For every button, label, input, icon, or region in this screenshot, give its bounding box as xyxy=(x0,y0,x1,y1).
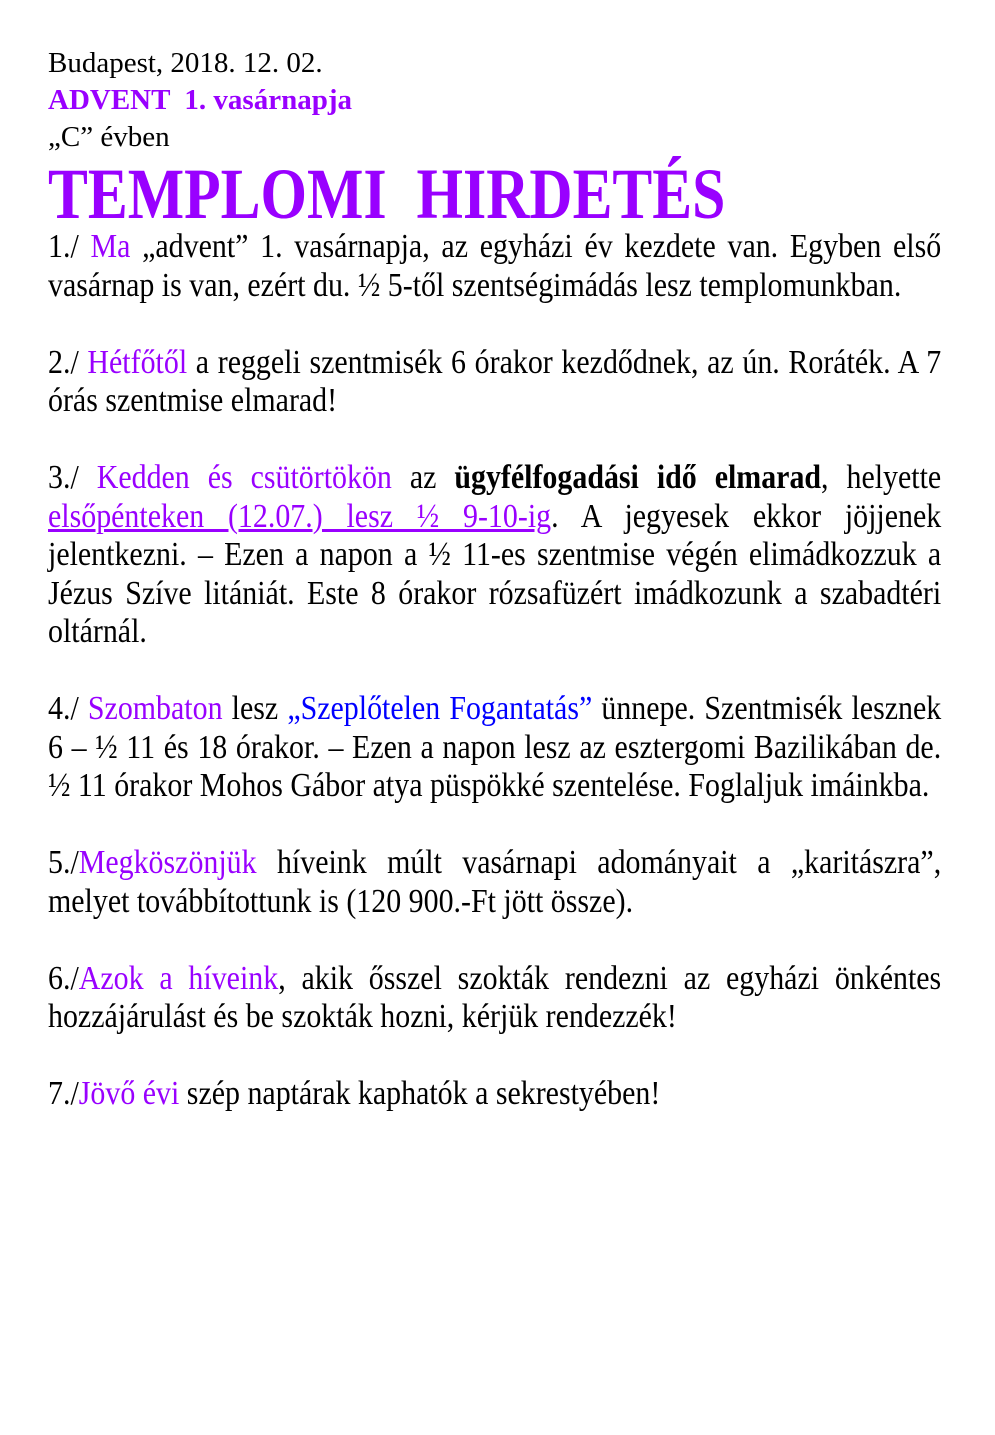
item-text: lesz xyxy=(222,690,288,727)
item-highlight: Szombaton xyxy=(87,690,223,727)
announcement-item-2 xyxy=(48,344,941,421)
item-number: 2./ xyxy=(48,343,79,381)
year-cycle-line: „C” évben xyxy=(48,121,170,153)
item-text: híveink múlt vasárnapi adományait a „karitászra”, melyet továbbítottunk is (120 900.-Ft jött össze). xyxy=(48,844,942,920)
item-feast-name: „Szeplőtelen Fogantatás” xyxy=(287,690,593,727)
item-highlight: Azok a híveink xyxy=(78,959,279,997)
header xyxy=(48,45,941,156)
item-underlined-text: elsőpénteken (12.07.) lesz ½ 9-10-ig xyxy=(48,497,552,535)
item-highlight: Megköszönjük xyxy=(78,844,257,881)
item-text: szép naptárak kaphatók a sekrestyében! xyxy=(179,1075,661,1112)
item-number: 4./ xyxy=(48,690,79,727)
item-text: ünnepe. Szentmisék lesznek 6 – ½ 11 és 18 órakor. – Ezen a napon lesz az esztergomi Bazilikában de. ½ 11 órakor Mohos Gábor atya püspökké szentelése. Foglaljuk imáinkba. xyxy=(48,690,942,804)
item-highlight: Ma xyxy=(90,228,131,265)
announcement-list xyxy=(48,228,941,1114)
item-text: „advent” 1. vasárnapja, az egyházi év kezdete van. Egyben első vasárnap is van, ezért du. ½ 5-től szentségimádás lesz templomunkban. xyxy=(48,228,942,304)
item-number: 1./ xyxy=(48,228,79,265)
item-text: , helyette xyxy=(821,459,942,496)
date-line: Budapest, 2018. 12. 02. xyxy=(48,47,323,79)
announcement-item-1 xyxy=(48,228,941,305)
item-highlight: Hétfőtől xyxy=(87,343,188,381)
announcement-item-3 xyxy=(48,459,941,652)
item-bold-text: ügyfélfogadási idő elmarad xyxy=(454,459,822,496)
announcement-item-5 xyxy=(48,844,941,921)
item-number: 6./ xyxy=(48,959,79,997)
announcement-item-6 xyxy=(48,960,941,1037)
item-number: 7./ xyxy=(48,1075,79,1112)
item-text: , akik ősszel szokták rendezni az egyházi önkéntes hozzájárulást és be szokták hozni, kérjük rendezzék! xyxy=(48,959,942,1035)
page-title: TEMPLOMI HIRDETÉS xyxy=(48,154,726,234)
item-text: a reggeli szentmisék 6 órakor kezdődnek, az ún. Roráték. A 7 órás szentmise elmarad! xyxy=(48,343,942,419)
item-number: 5./ xyxy=(48,844,79,881)
item-highlight: Jövő évi xyxy=(78,1075,180,1112)
announcement-item-7 xyxy=(48,1075,941,1114)
item-number: 3./ xyxy=(48,459,79,496)
announcement-item-4 xyxy=(48,690,941,806)
item-text: . A jegyesek ekkor jöjjenek jelentkezni. – Ezen a napon a ½ 11-es szentmise végén elimádkozzuk a Jézus Szíve litániát. Este 8 órakor rózsafüzért imádkozunk a szabadtéri oltárnál. xyxy=(48,497,942,650)
occasion-line: ADVENT 1. vasárnapja xyxy=(48,84,353,116)
item-text: az xyxy=(391,459,455,496)
announcement-page xyxy=(48,45,941,1152)
item-highlight: Kedden és csütörtökön xyxy=(96,459,392,496)
